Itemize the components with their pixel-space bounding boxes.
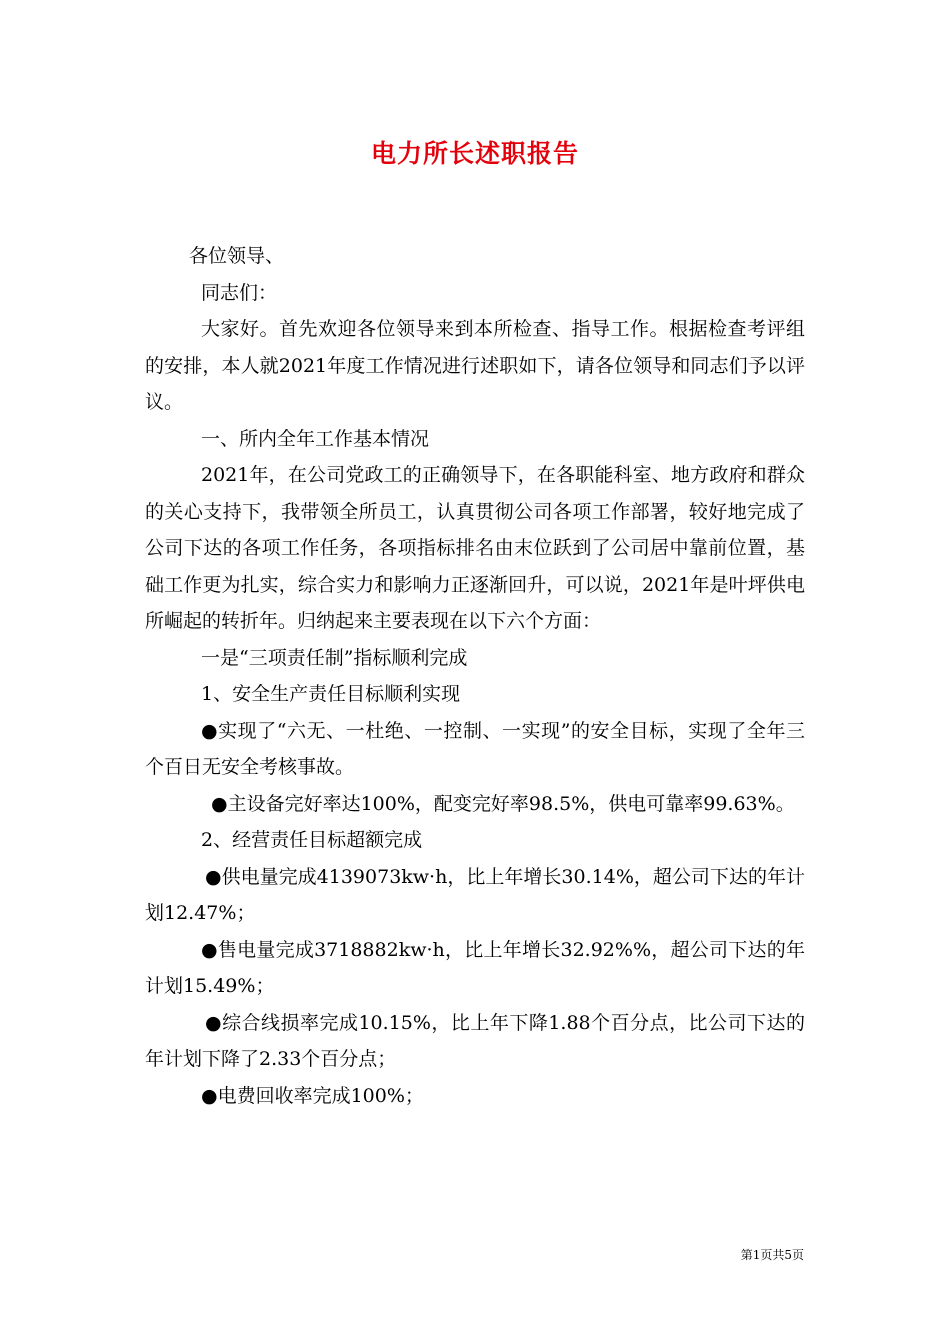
bullet-equipment-rate: ●主设备完好率达100%，配变完好率98.5%，供电可靠率99.63%。 — [211, 792, 795, 815]
document-title: 电力所长述职报告 — [370, 139, 579, 168]
subheading-safety: 1、安全生产责任目标顺利实现 — [201, 683, 461, 705]
bullet-fee-recovery: ●电费回收率完成100%； — [201, 1084, 424, 1107]
salutation-line-2: 同志们： — [201, 281, 278, 304]
subheading-responsibility: 一是“三项责任制”指标顺利完成 — [201, 646, 468, 669]
salutation-line-1: 各位领导、 — [189, 245, 285, 267]
bullet-power-supply: ●供电量完成4139073kw·h，比上年增长30.14%，超公司下达的年计划12.47%； — [145, 865, 805, 924]
bullet-power-sales: ●售电量完成3718882kw·h，比上年增长32.92%%，超公司下达的年计划15.49%； — [145, 938, 805, 997]
paragraph-greeting: 大家好。首先欢迎各位领导来到本所检查、指导工作。根据检查考评组的安排，本人就2021年度工作情况进行述职如下，请各位领导和同志们予以评议。 — [145, 318, 805, 413]
paragraph-overview: 2021年，在公司党政工的正确领导下，在各职能科室、地方政府和群众的关心支持下，我带领全所员工，认真贯彻公司各项工作部署，较好地完成了公司下达的各项工作任务，各项指标排名由末位跃到了公司居中靠前位置，基础工作更为扎实，综合实力和影响力正逐渐回升，可以说，2021年是叶坪供电所崛起的转折年。归纳起来主要表现在以下六个方面： — [145, 464, 805, 632]
document-body — [145, 238, 805, 1114]
bullet-line-loss: ●综合线损率完成10.15%，比上年下降1.88个百分点，比公司下达的年计划下降了2.33个百分点； — [145, 1011, 805, 1070]
section-heading-1: 一、所内全年工作基本情况 — [201, 427, 430, 450]
bullet-safety-goal: ●实现了“六无、一杜绝、一控制、一实现”的安全目标，实现了全年三个百日无安全考核事故。 — [145, 719, 805, 778]
subheading-operations: 2、经营责任目标超额完成 — [201, 829, 423, 851]
page-indicator: 第1页共5页 — [740, 1248, 804, 1262]
